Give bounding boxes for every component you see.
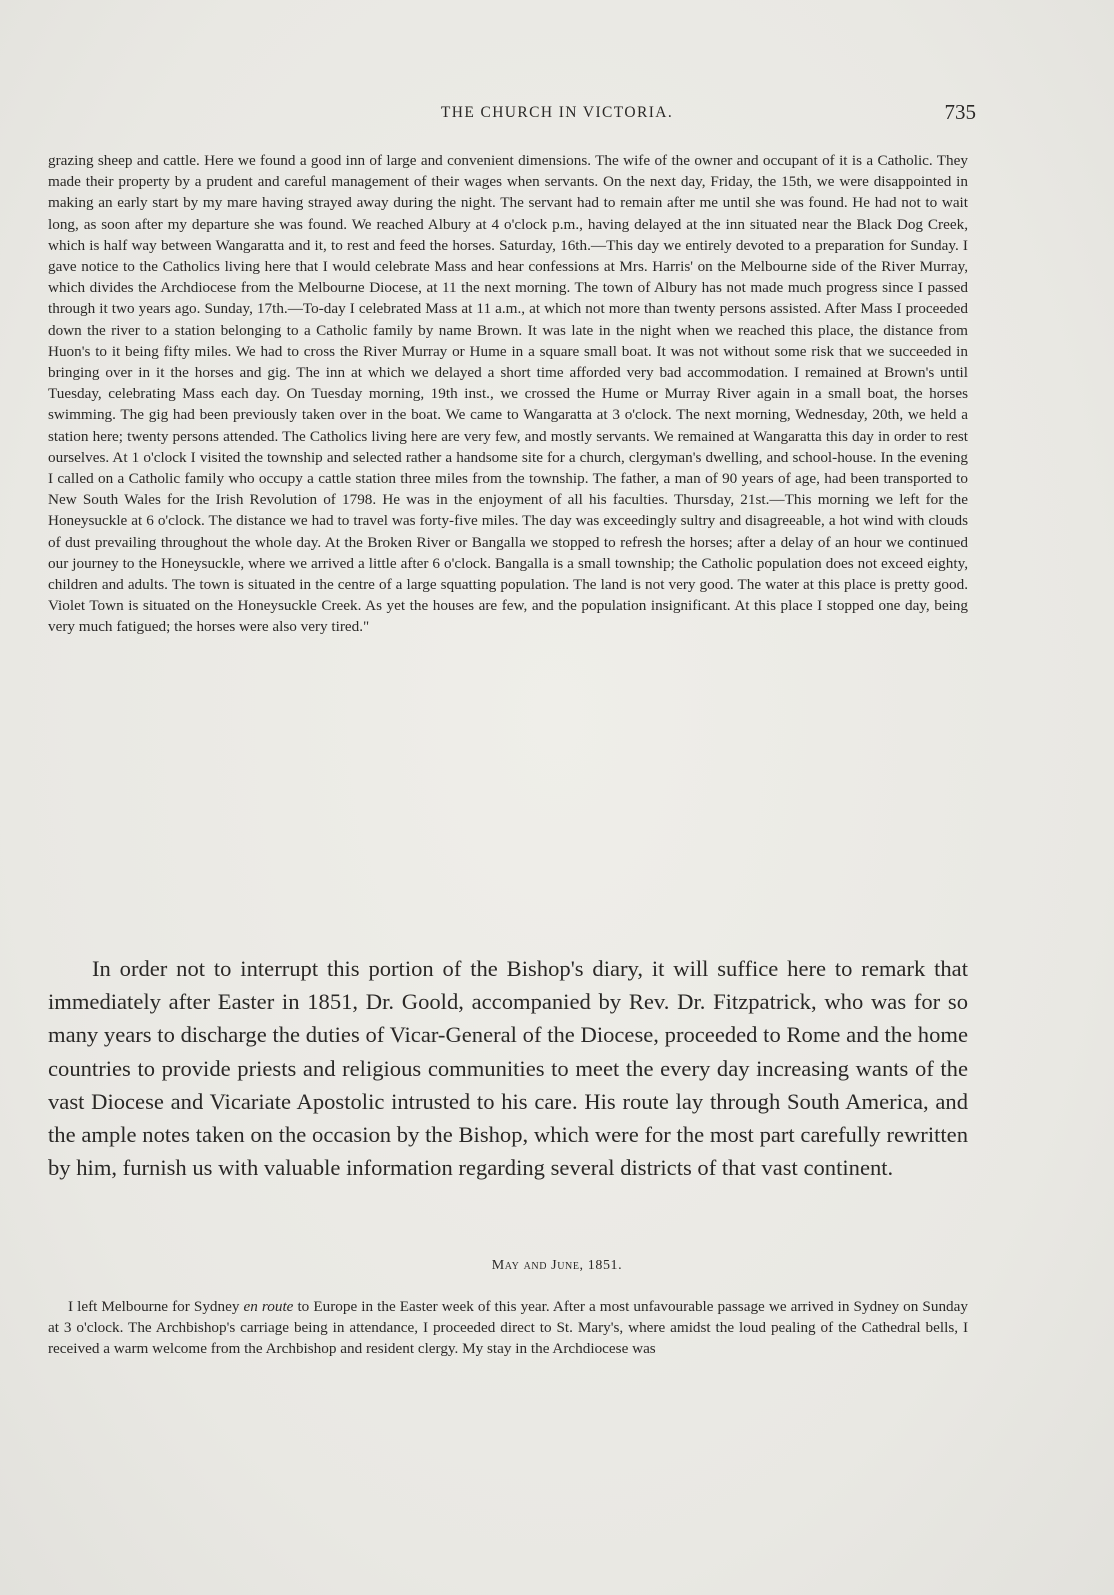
paragraph-text-start: I left Melbourne for Sydney: [68, 1298, 244, 1315]
italic-phrase: en route: [243, 1298, 294, 1315]
section-heading: [0, 1258, 1114, 1274]
diary-paragraph: grazing sheep and cattle. Here we found a good inn of large and convenient dimensions. The wife of the owner and occupant of it is a Catholic. They made their property by a prudent and careful management of their wages when servants. On the next day, Friday, the 15th, we were disappointed in making an early start by my mare having strayed away during the night. The servant had to remain after me until she was found. He had not to wait long, as soon after my departure she was found. We reached Albury at 4 o'clock p.m., having delayed at the inn situated near the Black Dog Creek, which is half way between Wangaratta and it, to rest and feed the horses. Saturday, 16th.—This day we entirely devoted to a preparation for Sunday. I gave notice to the Catholics living here that I would celebrate Mass and hear confessions at Mrs. Harris' on the Melbourne side of the River Murray, which divides the Archdiocese from the Melbourne Diocese, at 11 the next morning. The town of Albury has not made much progress since I passed through it two years ago. Sunday, 17th.—To-day I celebrated Mass at 11 a.m., at which not more than twenty persons assisted. After Mass I proceeded down the river to a station belonging to a Catholic family by name Brown. It was late in the night when we reached this place, the distance from Huon's to it being fifty miles. We had to cross the River Murray or Hume in a square small boat. It was not without some risk that we succeeded in bringing over in it the horses and gig. The inn at which we delayed a short time afforded very bad accommodation. I remained at Brown's until Tuesday, celebrating Mass each day. On Tuesday morning, 19th inst., we crossed the Hume or Murray River again in a small boat, the horses swimming. The gig had been previously taken over in the boat. We came to Wangaratta at 3 o'clock. The next morning, Wednesday, 20th, we held a station here; twenty persons attended. The Catholics living here are very few, and mostly servants. We remained at Wangaratta this day in order to rest ourselves. At 1 o'clock I visited the township and selected rather a handsome site for a church, clergyman's dwelling, and school-house. In the evening I called on a Catholic family who occupy a cattle station three miles from the township. The father, a man of 90 years of age, had been transported to New South Wales for the Irish Revolution of 1798. He was in the enjoyment of all his faculties. Thursday, 21st.—This morning we left for the Honeysuckle at 6 o'clock. The distance we had to travel was forty-five miles. The day was exceedingly sultry and disagreeable, a hot wind with clouds of dust prevailing throughout the whole day. At the Broken River or Bangalla we stopped to refresh the horses; after a delay of an hour we continued our journey to the Honeysuckle, where we arrived a little after 6 o'clock. Bangalla is a small township; the Catholic population does not exceed eighty, children and adults. The town is situated in the centre of a large squatting population. The land is not very good. The water at this place is pretty good. Violet Town is situated on the Honeysuckle Creek. As yet the houses are few, and the population insignificant. At this place I stopped one day, being very much fatigued; the horses were also very tired.": [48, 152, 968, 636]
paragraph-text-rest: to Europe in the Easter week of this year. After a most unfavourable passage we arrived in Sydney on Sunday at 3 o'clock. The Archbishop's carriage being in attendance, I proceeded direct to St. Mary's, where amidst the loud pealing of the Cathedral bells, I received a warm welcome from the Archbishop and resident clergy. My stay in the Archdiocese was: [48, 1298, 968, 1358]
section-heading-text: May and June, 1851.: [491, 1258, 623, 1273]
narrative-paragraph: In order not to interrupt this portion of the Bishop's diary, it will suffice here to remark that immediately after Easter in 1851, Dr. Goold, accompanied by Rev. Dr. Fitzpatrick, who was for so many years to discharge the duties of Vicar-General of the Diocese, proceeded to Rome and the home countries to provide priests and religious communities to meet the every day increasing wants of the vast Diocese and Vicariate Apostolic intrusted to his care. His route lay through South America, and the ample notes taken on the occasion by the Bishop, which were for the most part carefully rewritten by him, furnish us with valuable information regarding several districts of that vast continent.: [48, 956, 968, 1181]
running-title: THE CHURCH IN VICTORIA.: [440, 104, 674, 121]
running-head: [0, 102, 1114, 126]
diary-paragraph-may-june: [48, 1296, 968, 1360]
page-number: 735: [944, 100, 976, 124]
